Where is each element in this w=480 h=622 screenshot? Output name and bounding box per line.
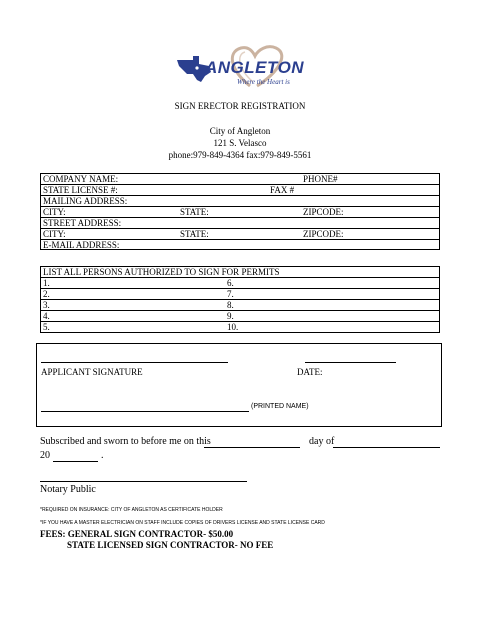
year-line[interactable] (53, 461, 98, 462)
printed-name-label: (PRINTED NAME) (251, 403, 309, 410)
company-info-box (40, 173, 440, 250)
state-label: STATE: (180, 207, 209, 217)
fax-label: FAX # (270, 185, 295, 195)
row-street-city (41, 229, 439, 240)
sworn-text: Subscribed and sworn to before me on this (40, 436, 211, 447)
permit-number: 4. (43, 311, 50, 321)
permit-row (41, 278, 439, 289)
permits-heading-row (41, 267, 439, 278)
permit-number: 9. (227, 311, 234, 321)
row-email (41, 240, 439, 251)
city-label: CITY: (43, 207, 66, 217)
state-label: STATE: (180, 229, 209, 239)
logo-tagline: Where the Heart is (237, 78, 290, 86)
permit-row (41, 311, 439, 322)
applicant-signature-line[interactable] (41, 362, 228, 363)
city-label: CITY: (43, 229, 66, 239)
row-street-address (41, 218, 439, 229)
signature-box (36, 343, 442, 427)
authorized-persons-box (40, 266, 440, 333)
notary-signature-line[interactable] (40, 481, 247, 482)
org-name: City of Angleton (209, 126, 271, 136)
electrician-note: *IF YOU HAVE A MASTER ELECTRICIAN ON STAFF INCLUDE COPIES OF DRIVERS LICENSE AND STATE LICENSE CARD (40, 520, 325, 526)
permits-heading: LIST ALL PERSONS AUTHORIZED TO SIGN FOR PERMITS (43, 267, 280, 277)
day-of-label: day of (309, 436, 335, 447)
printed-name-line[interactable] (41, 411, 249, 412)
permit-number: 10. (227, 322, 239, 332)
permit-row (41, 300, 439, 311)
permit-number: 3. (43, 300, 50, 310)
fees-state-licensed: STATE LICENSED SIGN CONTRACTOR- NO FEE (67, 540, 274, 550)
zipcode-label: ZIPCODE: (303, 229, 344, 239)
company-name-label: COMPANY NAME: (43, 174, 119, 184)
fees-general: FEES: GENERAL SIGN CONTRACTOR- $50.00 (40, 529, 234, 539)
angleton-logo (175, 42, 310, 94)
mailing-address-label: MAILING ADDRESS: (43, 196, 128, 206)
org-phone: phone:979-849-4364 fax:979-849-5561 (168, 150, 312, 160)
form-title: SIGN ERECTOR REGISTRATION (174, 101, 306, 111)
email-label: E-MAIL ADDRESS: (43, 240, 120, 250)
row-company-name (41, 174, 439, 185)
year-suffix: . (101, 450, 104, 461)
permit-number: 8. (227, 300, 234, 310)
permit-number: 5. (43, 322, 50, 332)
permit-number: 7. (227, 289, 234, 299)
phone-label: PHONE# (303, 174, 338, 184)
state-license-label: STATE LICENSE #: (43, 185, 118, 195)
permit-number: 1. (43, 278, 50, 288)
org-address: 121 S. Velasco (213, 138, 267, 148)
row-mailing-address (41, 196, 439, 207)
row-mailing-city (41, 207, 439, 218)
permit-row (41, 322, 439, 333)
insurance-note: *REQUIRED ON INSURANCE: CITY OF ANGLETON AS CERTIFICATE HOLDER (40, 507, 223, 513)
street-address-label: STREET ADDRESS: (43, 218, 122, 228)
notary-public-label: Notary Public (40, 484, 96, 495)
logo-wordmark: ANGLETON (205, 58, 305, 77)
row-state-license (41, 185, 439, 196)
permit-number: 2. (43, 289, 50, 299)
permit-number: 6. (227, 278, 234, 288)
zipcode-label: ZIPCODE: (303, 207, 344, 217)
date-label: DATE: (297, 367, 323, 377)
permit-row (41, 289, 439, 300)
date-line[interactable] (305, 362, 396, 363)
day-of-line[interactable] (333, 447, 440, 448)
applicant-signature-label: APPLICANT SIGNATURE (41, 367, 143, 377)
sworn-date-line[interactable] (204, 447, 300, 448)
year-prefix: 20 (40, 450, 50, 461)
